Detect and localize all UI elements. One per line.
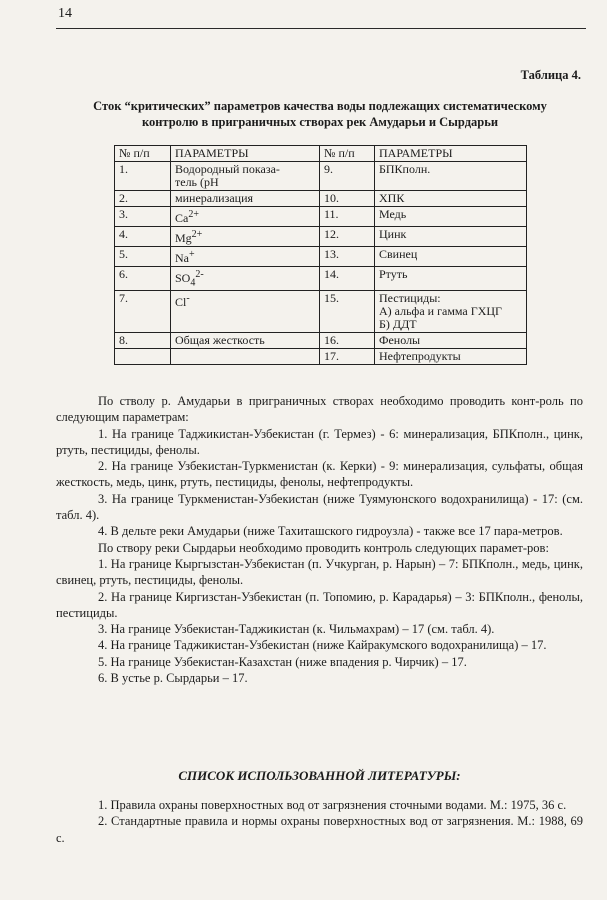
paragraph: 1. На границе Таджикистан-Узбекистан (г. Термез) - 6: минерализация, БПКполн., цинк, ртуть, пестициды, фенолы. — [56, 426, 583, 457]
row-number: 14. — [320, 267, 375, 291]
row-number: 6. — [115, 267, 171, 291]
paragraph: 2. На границе Узбекистан-Туркменистан (к. Керки) - 9: минерализация, сульфаты, общая жесткость, медь, цинк, ртуть, пестициды, фенолы, нефтепродукты. — [56, 459, 583, 490]
parameter-cell: Медь — [375, 207, 527, 227]
paragraph: 1. На границе Кыргызстан-Узбекистан (п. Учкурган, р. Нарын) – 7: БПКполн., медь, цинк, свинец, ртуть, пестициды, фенолы. — [56, 556, 583, 588]
parameter-cell — [171, 267, 320, 291]
table-title — [60, 98, 580, 130]
parameter-cell — [171, 162, 320, 191]
paragraph: По створу реки Сырдарьи необходимо проводить контроль следующих парамет-ров: — [98, 540, 549, 555]
ion-charge: - — [186, 293, 190, 305]
parameter-cell: Свинец — [375, 247, 527, 267]
paragraph: 2. На границе Киргизстан-Узбекистан (п. Топомию, р. Карадарья) – 3: БПКполн., фенолы, пестициды. — [56, 589, 583, 620]
paragraph: По стволу р. Амударьи в приграничных створах необходимо проводить конт-роль по следующим параметрам: — [56, 394, 583, 425]
table-title-line1: Сток “критических” параметров качества воды подлежащих систематическому — [93, 99, 547, 113]
parameter-cell: Фенолы — [375, 333, 527, 349]
row-number: 17. — [320, 349, 375, 365]
table-row — [115, 333, 527, 349]
ion-symbol: Ca — [175, 211, 189, 225]
paragraph: 4. В дельте реки Амударьи (ниже Тахиташского гидроузла) - также все 17 пара-метров. — [98, 524, 563, 539]
row-number: 8. — [115, 333, 171, 349]
table-row — [115, 191, 527, 207]
ion-charge: + — [189, 249, 195, 260]
row-number: 3. — [115, 207, 171, 227]
body-text — [56, 393, 583, 686]
table-row — [115, 227, 527, 247]
reference-item: 2. Стандартные правила и нормы охраны поверхностных вод от загрязнения. М.: 1988, 69 с. — [56, 814, 583, 845]
parameter-line: Водородный показа- — [175, 162, 280, 176]
ion-symbol: Na — [175, 251, 189, 265]
row-number: 12. — [320, 227, 375, 247]
parameter-cell — [171, 227, 320, 247]
table-row — [115, 291, 527, 333]
table-row — [115, 247, 527, 267]
parameter-line: Б) ДДТ — [379, 317, 417, 332]
table-title-line2: контролю в приграничных створах рек Амударьи и Сырдарьи — [141, 115, 499, 129]
row-number — [115, 349, 171, 365]
header-params-1: ПАРАМЕТРЫ — [171, 146, 320, 162]
parameter-cell: БПКполн. — [375, 162, 527, 191]
table-row — [115, 162, 527, 191]
parameter-cell: Ртуть — [375, 267, 527, 291]
row-number: 2. — [115, 191, 171, 207]
ion-symbol: Cl — [175, 295, 187, 310]
table-row — [115, 349, 527, 365]
parameter-line: А) альфа и гамма ГХЦГ — [379, 304, 502, 319]
parameter-cell — [171, 349, 320, 365]
paragraph: 3. На границе Туркменистан-Узбекистан (ниже Туямуюнского водохранилища) - 17: (см. табл. 4). — [56, 491, 583, 523]
parameter-cell — [375, 291, 527, 333]
ion-charge: 2- — [195, 269, 204, 280]
row-number: 4. — [115, 227, 171, 247]
parameter-line: тель (pH — [175, 175, 219, 189]
table-header-row — [115, 146, 527, 162]
row-number: 13. — [320, 247, 375, 267]
ion-charge: 2+ — [191, 229, 203, 240]
header-num-1: № п/п — [115, 146, 171, 162]
parameter-cell: Общая жесткость — [171, 333, 320, 349]
paragraph: 6. В устье р. Сырдарьи – 17. — [98, 671, 248, 686]
paragraph: 5. На границе Узбекистан-Казахстан (ниже впадения р. Чирчик) – 17. — [98, 654, 467, 669]
table-row — [115, 207, 527, 227]
ion-symbol: Mg — [175, 231, 192, 245]
header-params-2: ПАРАМЕТРЫ — [375, 146, 527, 162]
parameter-cell: минерализация — [171, 191, 320, 207]
table-label: Таблица 4. — [520, 68, 581, 82]
row-number: 16. — [320, 333, 375, 349]
ion-symbol: SO — [175, 271, 191, 285]
row-number: 10. — [320, 191, 375, 207]
references-title: СПИСОК ИСПОЛЬЗОВАННОЙ ЛИТЕРАТУРЫ: — [178, 768, 461, 783]
parameter-cell — [171, 291, 320, 333]
ion-subscript: 4 — [190, 277, 196, 289]
parameter-line: Пестициды: — [379, 291, 441, 306]
parameters-table — [114, 145, 527, 365]
row-number: 5. — [115, 247, 171, 267]
parameter-cell: ХПК — [375, 191, 527, 207]
row-number: 7. — [115, 291, 171, 333]
parameter-cell: Цинк — [375, 227, 527, 247]
paragraph: 4. На границе Таджикистан-Узбекистан (ниже Кайракумского водохранилища) – 17. — [98, 638, 547, 653]
row-number: 11. — [320, 207, 375, 227]
reference-item: 1. Правила охраны поверхностных вод от загрязнения сточными водами. М.: 1975, 36 с. — [98, 798, 567, 812]
parameter-cell: Нефтепродукты — [375, 349, 527, 365]
page-number: 14 — [58, 6, 72, 21]
row-number: 9. — [320, 162, 375, 191]
parameter-cell — [171, 207, 320, 227]
references-list — [56, 797, 583, 846]
ion-charge: 2+ — [188, 209, 199, 220]
paragraph: 3. На границе Узбекистан-Таджикистан (к. Чильмахрам) – 17 (см. табл. 4). — [98, 622, 495, 637]
table-row — [115, 267, 527, 291]
header-num-2: № п/п — [320, 146, 375, 162]
row-number: 1. — [115, 162, 171, 191]
parameter-cell — [171, 247, 320, 267]
row-number: 15. — [320, 291, 375, 333]
header-rule — [56, 28, 586, 29]
